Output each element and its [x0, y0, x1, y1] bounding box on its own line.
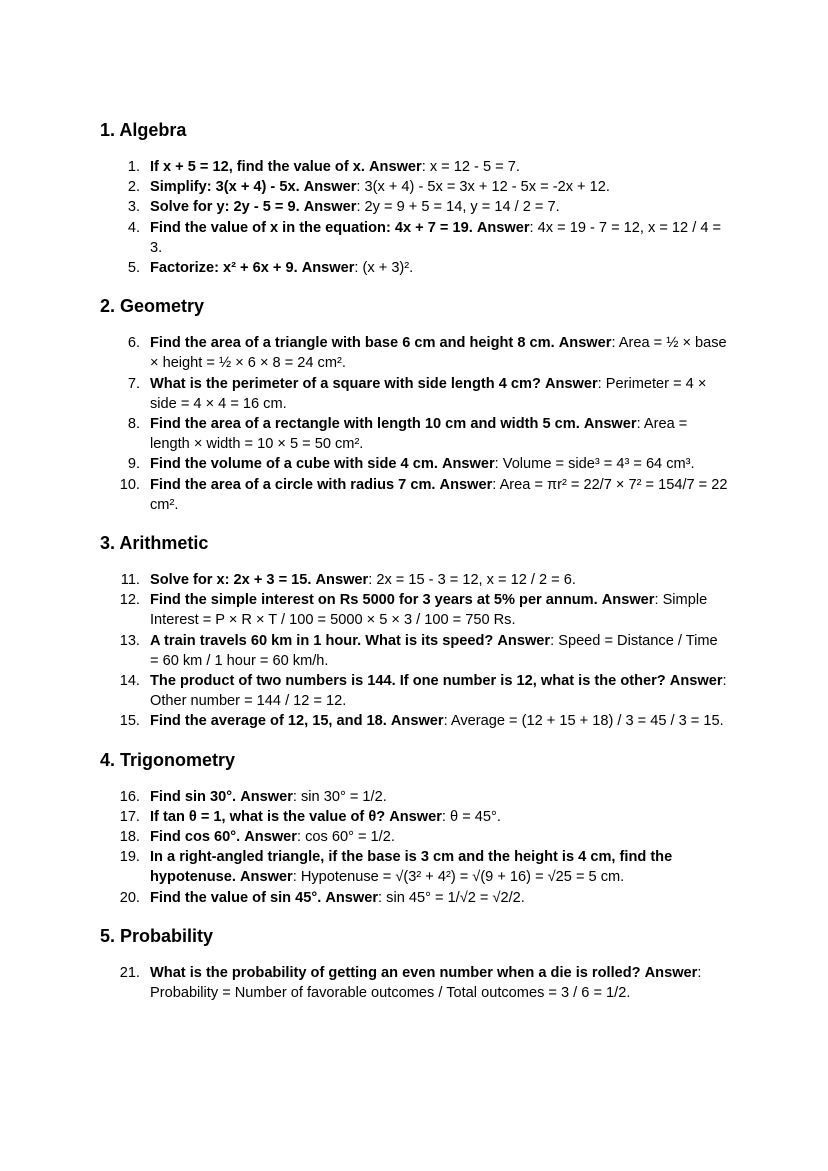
question-item: [100, 888, 730, 908]
answer-text: : (x + 3)².: [354, 260, 414, 277]
question-item: [100, 847, 730, 887]
question-number: 9.: [127, 456, 140, 473]
answer-text: : 2x = 15 - 3 = 12, x = 12 / 2 = 6.: [368, 572, 576, 589]
section-heading: 5. Probability: [100, 925, 214, 946]
question-number: 3.: [127, 199, 140, 216]
question-text: Solve for x: 2x + 3 = 15.: [150, 572, 312, 589]
answer-label: Answer: [325, 889, 379, 906]
question-item: [100, 218, 730, 258]
answer-text: : Simple Interest = P × R × T / 100 = 5000 × 5 × 3 / 100 = 750 Rs.: [150, 592, 708, 629]
question-text: Factorize: x² + 6x + 9.: [150, 260, 298, 277]
answer-text: : θ = 45°.: [441, 808, 501, 825]
question-item: [100, 414, 730, 454]
question-text: What is the probability of getting an even number when a die is rolled?: [150, 964, 641, 981]
question-number: 1.: [127, 159, 140, 175]
question-text: Find sin 30°.: [150, 788, 237, 805]
question-item: [100, 963, 730, 1003]
question-item: [100, 454, 730, 474]
question-item: [100, 258, 730, 278]
answer-label: Answer: [240, 788, 293, 805]
question-number: 10.: [119, 476, 140, 493]
answer-label: Answer: [558, 335, 612, 352]
answer-label: Answer: [369, 159, 422, 175]
question-number: 21.: [119, 964, 140, 981]
section-heading: 1. Algebra: [100, 120, 187, 140]
answer-label: Answer: [441, 456, 495, 473]
question-number: 13.: [119, 632, 140, 649]
question-number: 18.: [119, 829, 140, 846]
answer-label: Answer: [389, 808, 442, 825]
question-list: [100, 570, 730, 732]
question-number: 8.: [127, 416, 140, 433]
answer-text: : x = 12 - 5 = 7.: [421, 159, 520, 175]
question-number: 16.: [119, 788, 140, 805]
answer-text: : Hypotenuse = √(3² + 4²) = √(9 + 16) = √25 = 5 cm.: [292, 869, 625, 886]
answer-text: : Speed = Distance / Time = 60 km / 1 hour = 60 km/h.: [150, 632, 718, 669]
question-text: If tan θ = 1, what is the value of θ?: [150, 808, 386, 825]
question-item: [100, 374, 730, 414]
question-item: [100, 475, 730, 515]
question-text: If x + 5 = 12, find the value of x.: [150, 159, 365, 175]
question-text: Find the value of sin 45°.: [150, 889, 322, 906]
answer-label: Answer: [303, 179, 357, 196]
document-content: [100, 118, 730, 1003]
question-text: Solve for y: 2y - 5 = 9.: [150, 199, 300, 216]
answer-text: : 3(x + 4) - 5x = 3x + 12 - 5x = -2x + 12.: [356, 179, 610, 196]
answer-label: Answer: [669, 673, 723, 690]
question-text: Find the area of a circle with radius 7 cm.: [150, 476, 436, 493]
question-list: [100, 963, 730, 1003]
question-item: [100, 157, 730, 177]
answer-text: : sin 45° = 1/√2 = √2/2.: [378, 889, 525, 906]
answer-label: Answer: [390, 713, 444, 730]
question-item: [100, 671, 730, 711]
answer-text: : Perimeter = 4 × side = 4 × 4 = 16 cm.: [150, 375, 707, 412]
question-number: 20.: [119, 889, 140, 906]
question-text: Find the area of a triangle with base 6 cm and height 8 cm.: [150, 335, 555, 352]
question-item: [100, 333, 730, 373]
question-list: [100, 787, 730, 908]
answer-text: : 4x = 19 - 7 = 12, x = 12 / 4 = 3.: [150, 219, 722, 256]
question-item: [100, 197, 730, 217]
answer-label: Answer: [601, 592, 655, 609]
question-number: 6.: [127, 335, 140, 352]
answer-label: Answer: [583, 416, 637, 433]
question-text: The product of two numbers is 144. If one number is 12, what is the other?: [150, 673, 666, 690]
answer-text: : 2y = 9 + 5 = 14, y = 14 / 2 = 7.: [356, 199, 560, 216]
section-heading: 4. Trigonometry: [100, 749, 236, 770]
answer-label: Answer: [644, 964, 698, 981]
question-item: [100, 590, 730, 630]
answer-label: Answer: [439, 476, 493, 493]
question-list: [100, 333, 730, 515]
question-number: 15.: [119, 713, 140, 730]
section-heading: 2. Geometry: [100, 296, 205, 317]
question-item: [100, 711, 730, 731]
question-list: [100, 157, 730, 278]
answer-label: Answer: [315, 572, 369, 589]
question-text: A train travels 60 km in 1 hour. What is its speed?: [150, 632, 494, 649]
question-item: [100, 807, 730, 827]
question-text: What is the perimeter of a square with side length 4 cm?: [150, 375, 541, 392]
question-item: [100, 827, 730, 847]
question-item: [100, 570, 730, 590]
question-number: 14.: [119, 673, 140, 690]
question-item: [100, 787, 730, 807]
question-number: 5.: [127, 260, 140, 277]
question-text: Find the volume of a cube with side 4 cm.: [150, 456, 438, 473]
answer-label: Answer: [244, 829, 297, 846]
question-number: 7.: [127, 375, 140, 392]
question-text: Find the area of a rectangle with length 10 cm and width 5 cm.: [150, 416, 580, 433]
question-number: 19.: [119, 849, 140, 866]
answer-label: Answer: [303, 199, 357, 216]
question-number: 2.: [127, 179, 140, 196]
question-text: In a right-angled triangle, if the base is 3 cm and the height is 4 cm, find the hypotenuse.: [150, 849, 673, 886]
answer-label: Answer: [497, 632, 551, 649]
question-number: 11.: [120, 572, 140, 589]
question-text: Find the simple interest on Rs 5000 for 3 years at 5% per annum.: [150, 592, 598, 609]
question-text: Find cos 60°.: [150, 829, 241, 846]
answer-text: : Area = length × width = 10 × 5 = 50 cm².: [150, 416, 688, 453]
answer-text: : Area = πr² = 22/7 × 7² = 154/7 = 22 cm².: [150, 476, 728, 513]
answer-text: : Other number = 144 / 12 = 12.: [150, 673, 727, 710]
answer-label: Answer: [476, 219, 530, 236]
answer-label: Answer: [240, 869, 293, 886]
answer-label: Answer: [301, 260, 355, 277]
question-number: 17.: [119, 808, 140, 825]
answer-text: : Area = ½ × base × height = ½ × 6 × 8 = 24 cm².: [150, 335, 727, 372]
answer-text: : Average = (12 + 15 + 18) / 3 = 45 / 3 = 15.: [443, 713, 724, 730]
answer-text: : Probability = Number of favorable outcomes / Total outcomes = 3 / 6 = 1/2.: [150, 964, 702, 1002]
answer-text: : Volume = side³ = 4³ = 64 cm³.: [494, 456, 695, 473]
question-item: [100, 177, 730, 197]
question-text: Simplify: 3(x + 4) - 5x.: [150, 179, 300, 196]
answer-text: : cos 60° = 1/2.: [296, 829, 395, 846]
question-number: 4.: [127, 219, 140, 236]
question-number: 12.: [119, 592, 140, 609]
question-text: Find the average of 12, 15, and 18.: [150, 713, 387, 730]
answer-text: : sin 30° = 1/2.: [292, 788, 387, 805]
section-heading: 3. Arithmetic: [100, 533, 209, 554]
question-item: [100, 631, 730, 671]
answer-label: Answer: [544, 375, 598, 392]
question-text: Find the value of x in the equation: 4x + 7 = 19.: [150, 219, 473, 236]
